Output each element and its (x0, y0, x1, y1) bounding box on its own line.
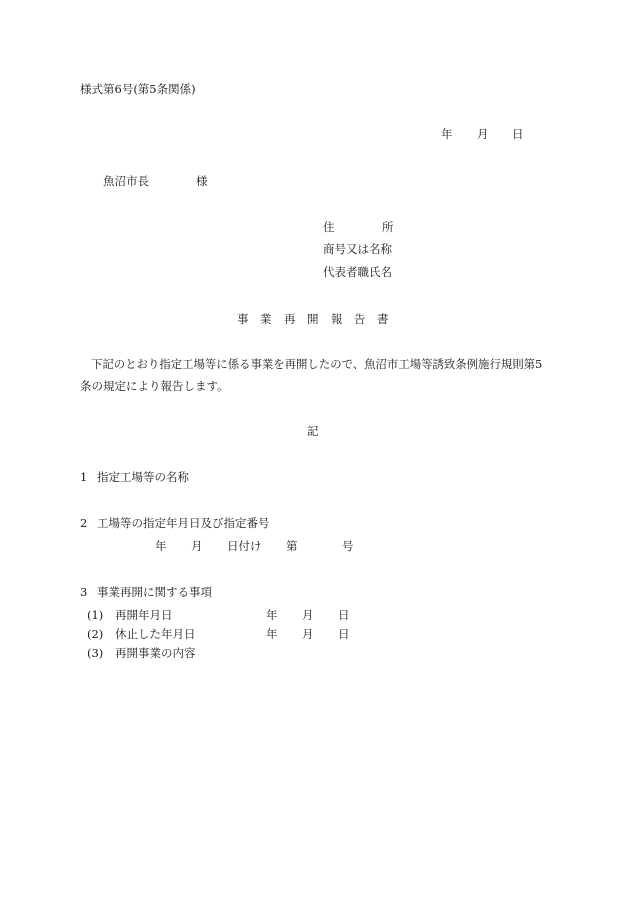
item-2-month: 月 (191, 539, 203, 553)
sub-day: 日 (338, 627, 350, 641)
address-label-b: 所 (382, 220, 394, 234)
sub-number: (1) (87, 608, 104, 622)
sub-number: (2) (87, 627, 104, 641)
item-2-go: 号 (342, 539, 354, 553)
sub-year: 年 (266, 608, 278, 622)
item-2-year: 年 (155, 539, 167, 553)
item-1-label: 指定工場等の名称 (97, 470, 189, 484)
item-3-label: 事業再開に関する事項 (97, 585, 212, 599)
date-month: 月 (477, 127, 489, 141)
item-2-label: 工場等の指定年月日及び指定番号 (97, 516, 270, 530)
sub-year: 年 (266, 627, 278, 641)
sub-label: 休止した年月日 (115, 627, 196, 641)
date-year: 年 (441, 127, 453, 141)
title-char: 開 (307, 312, 319, 326)
title-char: 再 (284, 312, 296, 326)
ki-heading: 記 (307, 424, 319, 438)
address-label-a: 住 (323, 220, 335, 234)
title-char: 告 (354, 312, 366, 326)
title-char: 報 (331, 312, 343, 326)
date-day: 日 (512, 127, 524, 141)
sub-label: 再開年月日 (115, 608, 173, 622)
body-line-1: 下記のとおり指定工場等に係る事業を再開したので、魚沼市工場等誘致条例施行規則第5 (91, 357, 543, 371)
title-char: 書 (377, 312, 389, 326)
form-label: 様式第6号(第5条関係) (80, 82, 196, 96)
title-char: 業 (260, 312, 272, 326)
sub-day: 日 (338, 608, 350, 622)
sub-month: 月 (302, 627, 314, 641)
item-2-dai: 第 (286, 539, 298, 553)
sub-label: 再開事業の内容 (115, 646, 196, 660)
sub-number: (3) (87, 646, 104, 660)
addressee-honorific: 様 (196, 174, 208, 188)
company-label: 商号又は名称 (323, 242, 392, 256)
item-2-number: 2 (80, 516, 88, 530)
item-2-day-suffix: 日付け (227, 539, 262, 553)
title-char: 事 (237, 312, 249, 326)
sub-month: 月 (302, 608, 314, 622)
item-3-number: 3 (80, 585, 88, 599)
body-line-2: 条の規定により報告します。 (80, 379, 229, 393)
item-1-number: 1 (80, 470, 88, 484)
addressee-name: 魚沼市長 (103, 174, 149, 188)
representative-label: 代表者職氏名 (323, 265, 392, 279)
